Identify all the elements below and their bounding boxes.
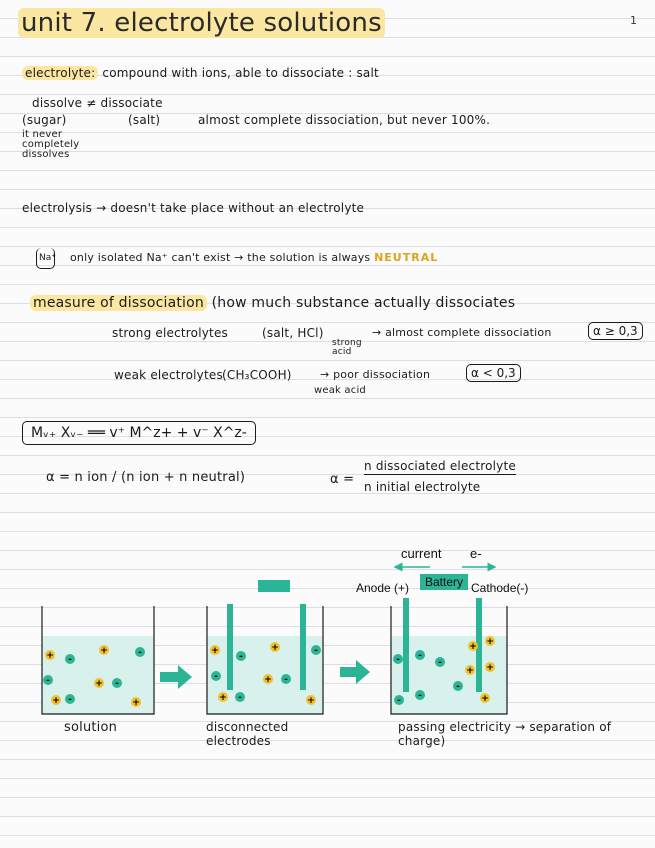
svg-text:-: - — [397, 696, 401, 706]
anode-label: Anode (+) — [356, 581, 410, 595]
measure-heading-rest: (how much substance actually dissociates — [211, 295, 516, 311]
salt-label: (salt) — [128, 113, 161, 127]
electrolyte-term: electrolyte: — [22, 66, 98, 80]
svg-text:-: - — [239, 652, 243, 662]
svg-text:+: + — [486, 637, 494, 647]
alpha-formula-lhs: α = — [330, 472, 355, 487]
electron-label: e- — [470, 546, 482, 561]
salt-note: almost complete dissociation, but never 100%. — [198, 113, 491, 127]
svg-text:+: + — [132, 698, 140, 708]
disconnected-battery — [258, 580, 290, 592]
electrolyte-definition-text: compound with ions, able to dissociate : salt — [102, 66, 379, 80]
svg-text:-: - — [68, 695, 72, 705]
arrow-1 — [160, 665, 192, 689]
svg-text:+: + — [271, 643, 279, 653]
strong-examples: (salt, HCl) — [262, 326, 324, 340]
svg-text:-: - — [115, 679, 119, 689]
battery-box: Battery — [420, 574, 468, 590]
cathode-label: Cathode(-) — [471, 581, 529, 595]
svg-text:+: + — [211, 646, 219, 656]
page-title: unit 7. electrolyte solutions — [18, 8, 385, 38]
alpha-formula-denominator: n initial electrolyte — [364, 480, 481, 494]
svg-text:+: + — [469, 642, 477, 652]
svg-text:+: + — [52, 696, 60, 706]
strong-alpha-box: α ≥ 0,3 — [588, 322, 643, 340]
neutral-word: NEUTRAL — [374, 251, 439, 264]
weak-result: → poor dissociation — [320, 368, 431, 381]
page-number: 1 — [630, 14, 637, 27]
sugar-label: (sugar) — [22, 113, 67, 127]
svg-text:-: - — [214, 672, 218, 682]
weak-electrolytes: weak electrolytes — [114, 368, 223, 382]
svg-text:-: - — [46, 676, 50, 686]
svg-text:+: + — [264, 675, 272, 685]
strong-electrolytes: strong electrolytes — [112, 326, 228, 340]
na-box-label: Na⁺ — [39, 253, 56, 263]
measure-heading-term: measure of dissociation — [30, 295, 207, 311]
svg-text:+: + — [307, 696, 315, 706]
weak-acid-note: weak acid — [314, 385, 366, 396]
current-label: current — [401, 546, 442, 561]
caption-electricity: passing electricity → separation of charge) — [398, 720, 612, 748]
neutral-line-text: only isolated Na⁺ can't exist → the solution is always — [70, 251, 371, 264]
svg-text:+: + — [486, 663, 494, 673]
svg-text:-: - — [396, 655, 400, 665]
svg-text:+: + — [100, 646, 108, 656]
weak-alpha-box: α < 0,3 — [466, 364, 521, 382]
strong-acid-note: strong acid — [332, 338, 362, 357]
svg-text:+: + — [95, 679, 103, 689]
svg-text:-: - — [418, 651, 422, 661]
dissolve-dissociate: dissolve ≠ dissociate — [32, 96, 163, 110]
svg-text:-: - — [284, 675, 288, 685]
svg-text:-: - — [68, 655, 72, 665]
svg-text:+: + — [466, 666, 474, 676]
sugar-note: it never completely dissolves — [22, 129, 80, 160]
caption-solution: solution — [64, 720, 118, 735]
alpha-formula-numerator: n dissociated electrolyte — [364, 459, 516, 473]
svg-text:-: - — [418, 691, 422, 701]
svg-text:+: + — [46, 651, 54, 661]
arrow-2 — [340, 660, 370, 684]
strong-result: → almost complete dissociation — [372, 326, 552, 339]
dissociation-equation: Mᵥ₊ Xᵥ₋ ══ v⁺ M^z+ + v⁻ X^z- — [22, 421, 256, 445]
svg-text:-: - — [138, 648, 142, 658]
svg-text:-: - — [238, 693, 242, 703]
svg-text:-: - — [456, 682, 460, 692]
alpha-formula-ions: α = n ion / (n ion + n neutral) — [46, 470, 246, 485]
svg-text:+: + — [219, 693, 227, 703]
caption-disconnected: disconnected electrodes — [206, 720, 289, 748]
svg-text:-: - — [314, 646, 318, 656]
electrolysis-line: electrolysis → doesn't take place without an electrolyte — [22, 201, 365, 215]
svg-text:+: + — [481, 694, 489, 704]
svg-text:-: - — [438, 658, 442, 668]
weak-examples: (CH₃COOH) — [222, 368, 292, 382]
